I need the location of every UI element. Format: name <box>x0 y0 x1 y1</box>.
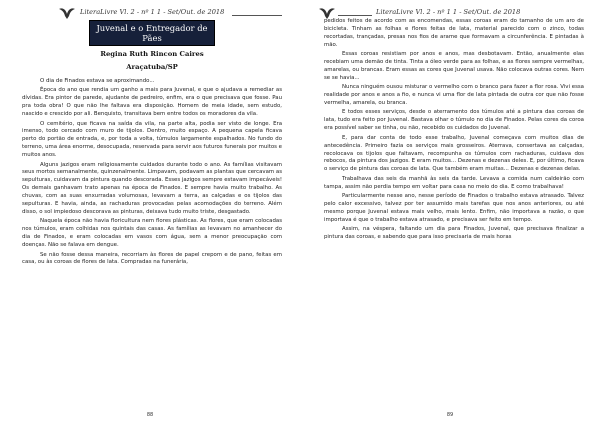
paragraph: Se não fosse dessa maneira, recorriam às flores de papel crepom e de pano, feitas em casa, ou às coroas de flores de lata. Compradas na funerária, <box>22 251 282 266</box>
paragraph: E, para dar conta de todo esse trabalho, Juvenal começava com muitos dias de antecedência. Primeiro fazia os serviços mais grosseiros. Aterrava, consertava as calçadas, recolocava os tijolos que faltavam, recompunha os túmulos com rachaduras, cuidava dos rebocos, da pintura dos jazigos. E eram muitos... Dezenas e dezenas deles. E, por último, ficava o serviço de pintura das coroas de lata. Que também eram muitas... Dezenas e dezenas delas. <box>324 134 584 173</box>
paragraph: pedidos feitos de acordo com as encomendas, essas coroas eram do tamanho de um aro de bicicleta. Tinham as folhas e flores feitas de lata, material parecido com o zinco, todas recortadas, trançadas, presas nos fios de arame que formavam a circunferência. E pintadas à mão. <box>324 18 584 48</box>
article-title: Juvenal e o Entregador de Pães <box>89 20 215 46</box>
paragraph: Particularmente nesse ano, nesse período de Finados o trabalho estava atrasado. Talvez pelo calor excessivo, talvez por ter assumido mais tarefas que nos anos anteriores, ou até mesmo porque Juvenal estava mais velho, mais lento. Enfim, não importava a razão, o que importava é que o trabalho estava atrasado, e precisava ser feito em tempo. <box>324 193 584 223</box>
paragraph: O dia de Finados estava se aproximando... <box>40 78 155 84</box>
paragraph: Assim, na véspera, faltando um dia para Finados, Juvenal, que precisava finalizar a pintura das coroas, e sabendo que para isso precisaria de mais horas <box>324 226 584 241</box>
author-location: Araçatuba/SP <box>126 63 178 71</box>
paragraph: Nunca ninguém ousou misturar o vermelho com o branco para fazer a flor rosa. Vivi essa realidade por anos e anos a fio, e nunca vi uma flor de lata pintada de outra cor que não fosse vermelha, amarela, ou branca. <box>324 84 584 107</box>
header-text: LiteraLivre Vl. 2 - nº 1 1 - Set/Out. de 2018 <box>376 8 521 16</box>
header-rule <box>338 15 372 16</box>
paragraph: E todos esses serviços, desde o aterramento dos túmulos até a pintura das coroas de lata, tudo era feito por Juvenal. Bastava olhar o túmulo no dia de Finados. Pelas cores da coroa era possível saber se tinha, ou não, recebido os cuidados do Juvenal. <box>324 109 584 132</box>
header-text: LiteraLivre Vl. 2 - nº 1 1 - Set/Out. de 2018 <box>80 8 225 16</box>
header-rule <box>232 15 282 16</box>
right-page <box>300 0 600 424</box>
left-column <box>22 18 282 269</box>
right-column <box>324 18 584 243</box>
paragraph: O cemitério, que ficava na saída da vila, na parte alta, podia ser visto de longe. Era imenso, todo cercado com muro de tijolos. Dentro, muito espaço. A pequena capela ficava perto do portão de entrada, e, por toda a volta, túmulos largamente espalhados. No fundo do terreno, uma área enorme, desocupada, reservada para servir aos futuros funerais por muitos e muitos anos. <box>22 120 282 159</box>
paragraph: Época do ano que rendia um ganho a mais para Juvenal, e que o ajudava a remediar as dívidas. Era pintor de parede, ajudante de pedreiro, enfim, era o que precisava que fosse. Pau pra toda obra! O que não lhe faltava era disposição. Homem de meia idade, sem estudo, nascido e crescido por ali. Benquisto, transitava bem entre todos os moradores da vila. <box>22 87 282 118</box>
paragraph: Trabalhava das seis da manhã às seis da tarde. Levava a comida num caldeirão com tampa, assim não perdia tempo em voltar para casa no meio do dia. E como trabalhava! <box>324 175 584 190</box>
paragraph: Naquela época não havia floricultura nem flores plásticas. As flores, que eram colocadas nos túmulos, eram colhidas nos quintais das casas. As famílias as levavam no amanhecer do dia de Finados, e eram colocadas em vasos com água, sem a menor preocupação com doenças. Não se falava em dengue. <box>22 218 282 249</box>
page-number: 88 <box>146 412 154 418</box>
author-name: Regina Ruth Rincon Caires <box>100 50 204 58</box>
paragraph: Essas coroas resistiam por anos e anos, mas desbotavam. Então, anualmente elas recebiam uma demão de tinta. Tinta a óleo verde para as folhas, e as flores sempre vermelhas, amarelas, ou brancas. Eram essas as cores que Juvenal usava. Não colocava outras cores. Nem se se havia... <box>324 51 584 81</box>
paragraph: Alguns jazigos eram religiosamente cuidados durante todo o ano. As famílias visitavam seus mortos semanalmente, quinzenalmente. Limpavam, podavam as plantas que cercavam as sepulturas, cuidavam da pintura quando descorada. Esses jazigos sempre estavam impecáveis! Os demais ganhavam trato apenas na época de Finados. E sempre havia muito trabalho. As chuvas, com as suas enxurradas volumosas, levavam a terra, as calçadas e os tijolos das sepulturas. E havia, ainda, as rachaduras provocadas pelas acomodações do terreno. Além disso, o sol impiedoso descorava as pinturas, deixava tudo muito triste, desgastado. <box>22 161 282 215</box>
page-number: 89 <box>446 412 454 418</box>
